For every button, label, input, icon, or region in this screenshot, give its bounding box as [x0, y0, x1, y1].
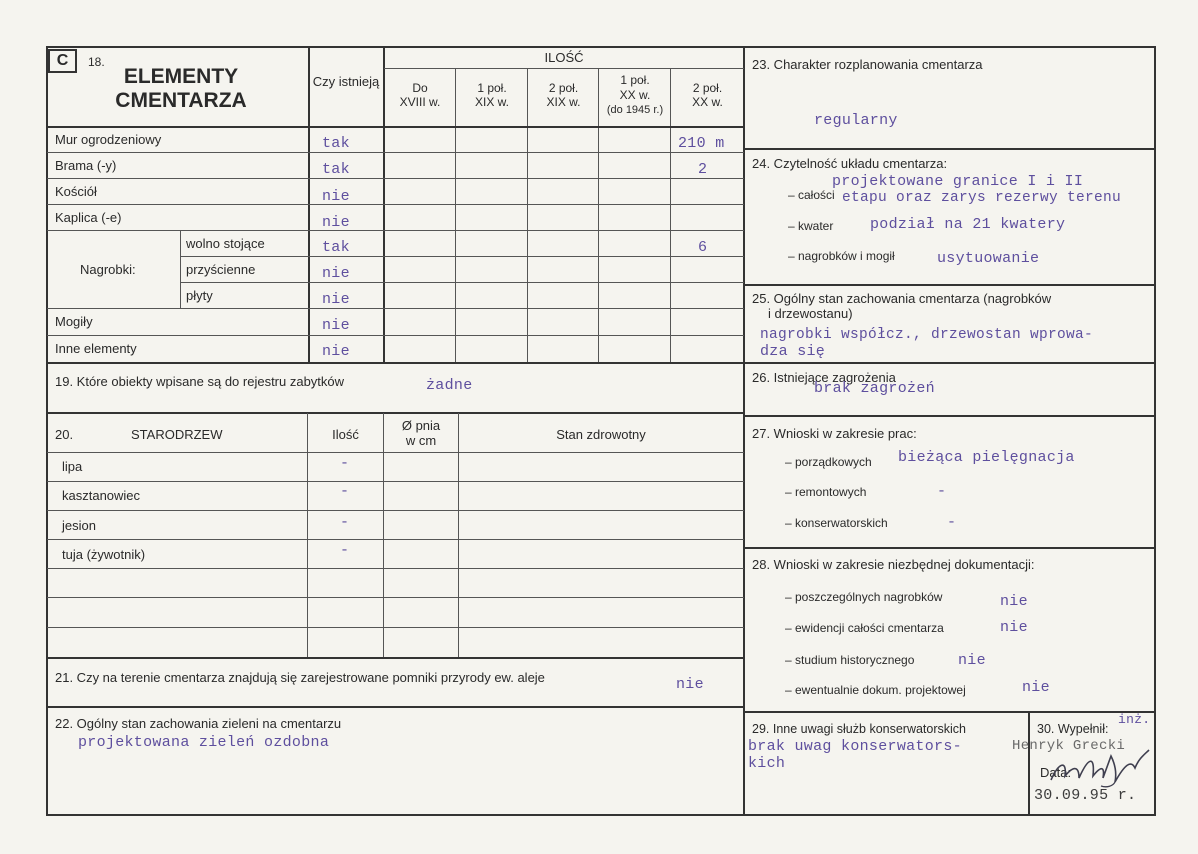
s18-number: 18.	[88, 55, 105, 69]
s20-row-line-6	[47, 627, 744, 628]
s20-col-name: STARODRZEW	[131, 427, 223, 442]
period-4-line3: (do 1945 r.)	[606, 104, 664, 116]
s18-col-p2	[455, 68, 456, 362]
s18-row-line-7	[47, 308, 744, 309]
row-label-other: Inne elementy	[55, 341, 137, 356]
period-4-line1: 1 poł.	[620, 73, 650, 87]
frame-top	[46, 46, 1156, 48]
s20-col-diam-line1: Ø pnia	[401, 418, 441, 433]
tree-name-3: jesion	[62, 518, 96, 533]
s20-row-line-3	[47, 539, 744, 540]
s18-row-line-2	[47, 178, 744, 179]
row-label-church: Kościół	[55, 184, 97, 199]
s18-title-line1: ELEMENTY	[123, 65, 239, 88]
sep-18-19	[46, 362, 745, 364]
row-label-wall-mounted: przyścienne	[186, 262, 256, 277]
s18-col-exists-left	[308, 46, 310, 364]
sep-23-24	[743, 148, 1156, 150]
tree-qty-2: -	[340, 483, 350, 500]
s24-quarters-label: – kwater	[788, 219, 834, 233]
s23-label: 23. Charakter rozplanowania cmentarza	[752, 57, 983, 72]
s20-col-diam-left	[383, 413, 384, 657]
tree-qty-3: -	[340, 514, 350, 531]
s20-row-line-4	[47, 568, 744, 569]
s24-quarters-value: podział na 21 kwatery	[870, 216, 1066, 233]
s30-date-label: Data:	[1040, 765, 1072, 780]
s18-row-line-5	[181, 256, 744, 257]
s24-whole-label: – całości	[788, 188, 835, 202]
tree-name-1: lipa	[62, 459, 83, 474]
s27-item-3-value: -	[947, 514, 957, 531]
sep-29-30	[1028, 711, 1030, 816]
center-divider	[743, 46, 745, 816]
s18-col-p3	[527, 68, 528, 362]
exists-slabs: nie	[322, 291, 350, 308]
s29-value-line2: kich	[748, 755, 786, 772]
exists-church: nie	[322, 188, 350, 205]
s20-col-health: Stan zdrowotny	[556, 427, 646, 442]
s18-nagrobki-divider	[180, 230, 181, 308]
s19-label: 19. Które obiekty wpisane są do rejestru zabytków	[55, 374, 345, 389]
s28-item-2-label: – ewidencji całości cmentarza	[785, 621, 944, 635]
s18-row-line-4	[47, 230, 744, 231]
s20-col-qty: Ilość	[332, 427, 359, 442]
s28-item-4-value: nie	[1022, 679, 1050, 696]
s20-number: 20.	[55, 427, 74, 442]
period-4-line2: XX w.	[619, 88, 651, 102]
s18-title-line2: CMENTARZA	[115, 89, 247, 112]
qty-gate-late20: 2	[698, 161, 708, 178]
row-label-graves: Mogiły	[55, 314, 93, 329]
s21-label: 21. Czy na terenie cmentarza znajdują się zarejestrowane pomniki przyrody ew. aleje	[55, 670, 545, 685]
s26-value: brak zagrożeń	[814, 380, 935, 397]
row-label-gate: Brama (-y)	[55, 158, 117, 173]
s22-label: 22. Ogólny stan zachowania zieleni na cmentarzu	[55, 716, 342, 731]
period-3-line2: XIX w.	[546, 95, 581, 109]
s18-row-line-1	[47, 152, 744, 153]
s20-row-line-1	[47, 481, 744, 482]
period-2-line1: 1 poł.	[477, 81, 507, 95]
s18-header-bottom	[46, 126, 745, 128]
period-1-line2: XVIII w.	[399, 95, 441, 109]
s20-header-bottom	[47, 452, 744, 453]
exists-graves: nie	[322, 317, 350, 334]
s28-item-3-label: – studium historycznego	[785, 653, 915, 667]
exists-other: nie	[322, 343, 350, 360]
period-5-line1: 2 poł.	[692, 81, 723, 95]
s23-value: regularny	[814, 112, 898, 129]
period-5-line2: XX w.	[692, 95, 723, 109]
s28-label: 28. Wnioski w zakresie niezbędnej dokumentacji:	[752, 557, 1035, 572]
s26-label: 26. Istniejące zagrożenia	[752, 370, 896, 385]
s25-label-line2: i drzewostanu)	[768, 306, 853, 321]
s25-label-line1: 25. Ogólny stan zachowania cmentarza (nagrobków	[752, 291, 1052, 306]
s24-label: 24. Czytelność układu cmentarza:	[752, 156, 948, 171]
s18-col-quantity-header: ILOŚĆ	[544, 50, 584, 65]
s21-value: nie	[676, 676, 704, 693]
s29-value-line1: brak uwag konserwators-	[748, 738, 962, 755]
frame-bottom	[46, 814, 1156, 816]
exists-wall: tak	[322, 135, 350, 152]
sep-25-26	[743, 362, 1156, 364]
s19-value: żadne	[426, 377, 473, 394]
sep-28-29	[743, 711, 1156, 713]
s22-value: projektowana zieleń ozdobna	[78, 734, 330, 751]
s27-item-3-label: – konserwatorskich	[785, 516, 888, 530]
s28-item-2-value: nie	[1000, 619, 1028, 636]
exists-gate: tak	[322, 161, 350, 178]
tree-name-2: kasztanowiec	[62, 488, 141, 503]
s18-row-line-3	[47, 204, 744, 205]
frame-left	[46, 46, 48, 816]
sep-24-25	[743, 284, 1156, 286]
s25-value-line1: nagrobki współcz., drzewostan wprowa-	[760, 327, 1094, 343]
s25-value-line2: dza się	[760, 343, 826, 360]
period-1-line1: Do	[412, 81, 428, 95]
s30-name: Henryk Grecki	[1012, 738, 1126, 754]
s24-graves-label: – nagrobków i mogił	[788, 249, 895, 263]
exists-chapel: nie	[322, 214, 350, 231]
s30-title: inż.	[1118, 712, 1151, 727]
row-label-freestanding: wolno stojące	[186, 236, 265, 251]
tree-name-4: tuja (żywotnik)	[62, 547, 146, 562]
s18-row-line-8	[47, 335, 744, 336]
tree-qty-4: -	[340, 542, 350, 559]
s27-item-2-label: – remontowych	[785, 485, 867, 499]
exists-freestanding: tak	[322, 239, 350, 256]
qty-wall-late20: 210 m	[678, 135, 725, 152]
s28-item-3-value: nie	[958, 652, 986, 669]
s30-date-value: 30.09.95 r.	[1034, 787, 1137, 804]
row-label-slabs: płyty	[186, 288, 213, 303]
row-label-chapel: Kaplica (-e)	[55, 210, 122, 225]
s20-row-line-5	[47, 597, 744, 598]
s27-label: 27. Wnioski w zakresie prac:	[752, 426, 917, 441]
sep-27-28	[743, 547, 1156, 549]
s18-row-line-6	[181, 282, 744, 283]
s27-item-1-value: bieżąca pielęgnacja	[898, 449, 1075, 466]
tree-qty-1: -	[340, 455, 350, 472]
s24-whole-value-line2: etapu oraz zarys rezerwy terenu	[842, 190, 1122, 206]
s28-item-1-value: nie	[1000, 593, 1028, 610]
s27-item-1-label: – porządkowych	[785, 455, 872, 469]
frame-right	[1154, 46, 1156, 816]
s29-label: 29. Inne uwagi służb konserwatorskich	[752, 722, 967, 736]
s28-item-1-label: – poszczególnych nagrobków	[785, 590, 943, 604]
s28-item-4-label: – ewentualnie dokum. projektowej	[785, 683, 966, 697]
exists-wall-mounted: nie	[322, 265, 350, 282]
s20-col-health-left	[458, 413, 459, 657]
s18-col-exists-header: Czy istnieją	[312, 74, 380, 89]
s20-row-line-2	[47, 510, 744, 511]
s20-col-diam-line2: w cm	[405, 433, 437, 448]
sep-26-27	[743, 415, 1156, 417]
period-2-line2: XIX w.	[474, 95, 509, 109]
row-label-wall: Mur ogrodzeniowy	[55, 132, 162, 147]
s27-item-2-value: -	[937, 483, 947, 500]
nagrobki-label: Nagrobki:	[80, 262, 136, 277]
signature-icon	[1045, 742, 1155, 792]
s20-col-qty-left	[307, 413, 308, 657]
qty-freestanding-late20: 6	[698, 239, 708, 256]
sep-20-21	[46, 657, 745, 659]
s24-whole-value-line1: projektowane granice I i II	[832, 173, 1084, 190]
period-3-line1: 2 poł.	[548, 81, 579, 95]
sep-21-22	[46, 706, 745, 708]
s24-graves-value: usytuowanie	[937, 250, 1040, 267]
s18-qty-subheader	[384, 68, 744, 69]
card-letter-box: C	[48, 49, 77, 73]
s30-label: 30. Wypełnił:	[1037, 722, 1109, 736]
sep-19-20	[46, 412, 745, 414]
